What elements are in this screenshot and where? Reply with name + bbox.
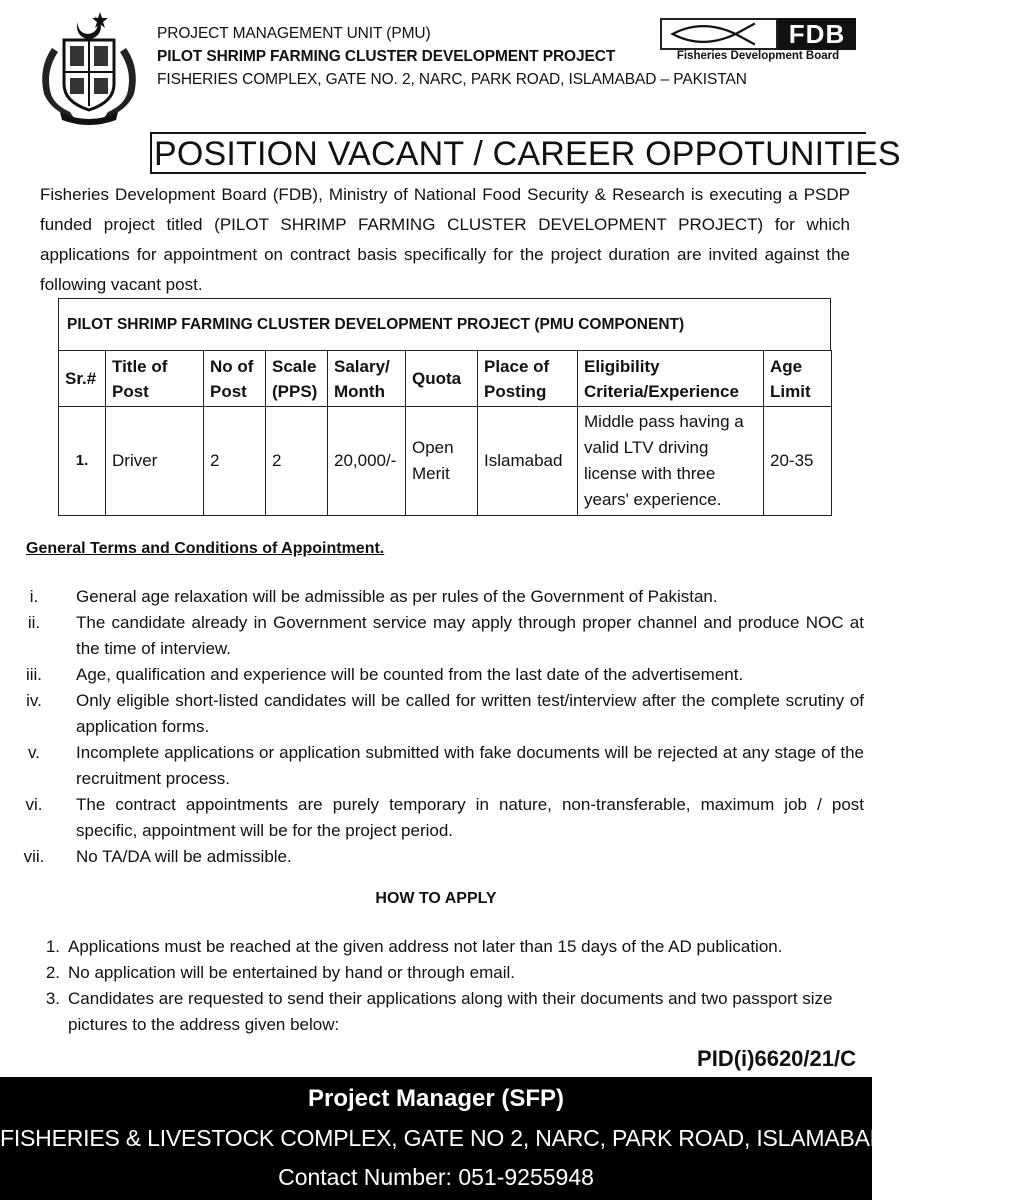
- list-item: [36, 960, 836, 986]
- header-cell: Scale (PPS): [266, 351, 328, 407]
- terms-heading: General Terms and Conditions of Appointment.: [26, 540, 385, 557]
- government-emblem-icon: [30, 8, 148, 126]
- list-item: [14, 584, 864, 610]
- item-text: Incomplete applications or application submitted with fake documents will be rejected at any stage of the recruitment process.: [76, 743, 864, 788]
- page-title: POSITION VACANT / CAREER OPPOTUNITIES: [150, 132, 866, 174]
- fdb-full-name: Fisheries Development Board: [676, 50, 840, 62]
- table-cell: Islamabad: [478, 407, 578, 516]
- list-item: [14, 792, 864, 844]
- item-text: The candidate already in Government service may apply through proper channel and produce NOC at the time of interview.: [76, 613, 864, 658]
- terms-list: [14, 584, 864, 870]
- header-cell: Salary/ Month: [328, 351, 406, 407]
- header-cell: Eligibility Criteria/Experience: [578, 351, 764, 407]
- item-number: 3.: [45, 989, 60, 1008]
- table-cell: 2: [266, 407, 328, 516]
- table-header-row: [59, 351, 832, 407]
- fish-logo-icon: [660, 18, 778, 50]
- item-number: vii.: [23, 847, 45, 866]
- list-item: [14, 662, 864, 688]
- item-number: 2.: [45, 963, 60, 982]
- item-number: iv.: [26, 691, 42, 710]
- item-number: iii.: [25, 665, 43, 684]
- list-item: [14, 740, 864, 792]
- header: [0, 0, 872, 130]
- table-cell: 20,000/-: [328, 407, 406, 516]
- table-title: PILOT SHRIMP FARMING CLUSTER DEVELOPMENT PROJECT (PMU COMPONENT): [58, 298, 831, 350]
- vacancy-table: [58, 298, 831, 516]
- unit-name: PROJECT MANAGEMENT UNIT (PMU): [157, 25, 431, 42]
- list-item: [36, 986, 836, 1038]
- how-to-apply-list: [36, 934, 836, 1038]
- item-text: Applications must be reached at the given address not later than 15 days of the AD publication.: [68, 937, 783, 956]
- table-cell: Middle pass having a valid LTV driving license with three years' experience.: [578, 407, 764, 516]
- item-number: i.: [29, 587, 39, 606]
- list-item: [14, 688, 864, 740]
- item-number: v.: [28, 743, 40, 762]
- item-text: The contract appointments are purely temporary in nature, non-transferable, maximum job / post specific, appointment will be for the project period.: [76, 795, 864, 840]
- fdb-abbreviation: FDB: [778, 18, 856, 50]
- table-cell: Driver: [106, 407, 204, 516]
- item-number: 1.: [45, 937, 60, 956]
- office-address: FISHERIES COMPLEX, GATE NO. 2, NARC, PARK ROAD, ISLAMABAD – PAKISTAN: [157, 71, 747, 88]
- list-item: [14, 610, 864, 662]
- intro-paragraph: Fisheries Development Board (FDB), Ministry of National Food Security & Research is executing a PSDP funded project titled (PILOT SHRIMP FARMING CLUSTER DEVELOPMENT PROJECT) for which applications for appointment on contract basis specifically for the project duration are invited against the following vacant post.: [40, 185, 850, 294]
- header-text: [157, 22, 747, 91]
- project-name: PILOT SHRIMP FARMING CLUSTER DEVELOPMENT PROJECT: [157, 48, 616, 65]
- item-text: General age relaxation will be admissible as per rules of the Government of Pakistan.: [76, 587, 718, 606]
- contact-title: Project Manager (SFP): [307, 1085, 565, 1112]
- table-row: [59, 407, 832, 516]
- header-cell: Place of Posting: [478, 351, 578, 407]
- header-cell: Quota: [406, 351, 478, 407]
- how-to-apply-heading: HOW TO APPLY: [375, 890, 497, 907]
- table-cell: Open Merit: [406, 407, 478, 516]
- pid-number: PID(i)6620/21/C: [697, 1046, 856, 1071]
- header-cell: Sr.#: [59, 351, 106, 407]
- table-cell: 1.: [59, 407, 106, 516]
- contact-number: Contact Number: 051-9255948: [278, 1164, 594, 1190]
- item-text: Age, qualification and experience will be counted from the last date of the advertisement.: [76, 665, 744, 684]
- item-text: Candidates are requested to send their applications along with their documents and two passport size pictures to the address given below:: [68, 989, 833, 1034]
- header-cell: Age Limit: [764, 351, 832, 407]
- header-cell: Title of Post: [106, 351, 204, 407]
- list-item: [36, 934, 836, 960]
- item-number: vi.: [25, 795, 43, 814]
- footer: [0, 1077, 1020, 1200]
- table-cell: 2: [204, 407, 266, 516]
- contact-address: FISHERIES & LIVESTOCK COMPLEX, GATE NO 2, NARC, PARK ROAD, ISLAMABAD – PAKISTAN: [0, 1125, 1020, 1151]
- item-number: ii.: [27, 613, 41, 632]
- table-cell: 20-35: [764, 407, 832, 516]
- item-text: Only eligible short-listed candidates will be called for written test/interview after the complete scrutiny of application forms.: [76, 691, 864, 736]
- fdb-logo: [660, 18, 856, 66]
- header-cell: No of Post: [204, 351, 266, 407]
- list-item: [14, 844, 864, 870]
- item-text: No application will be entertained by hand or through email.: [68, 963, 515, 982]
- item-text: No TA/DA will be admissible.: [76, 847, 292, 866]
